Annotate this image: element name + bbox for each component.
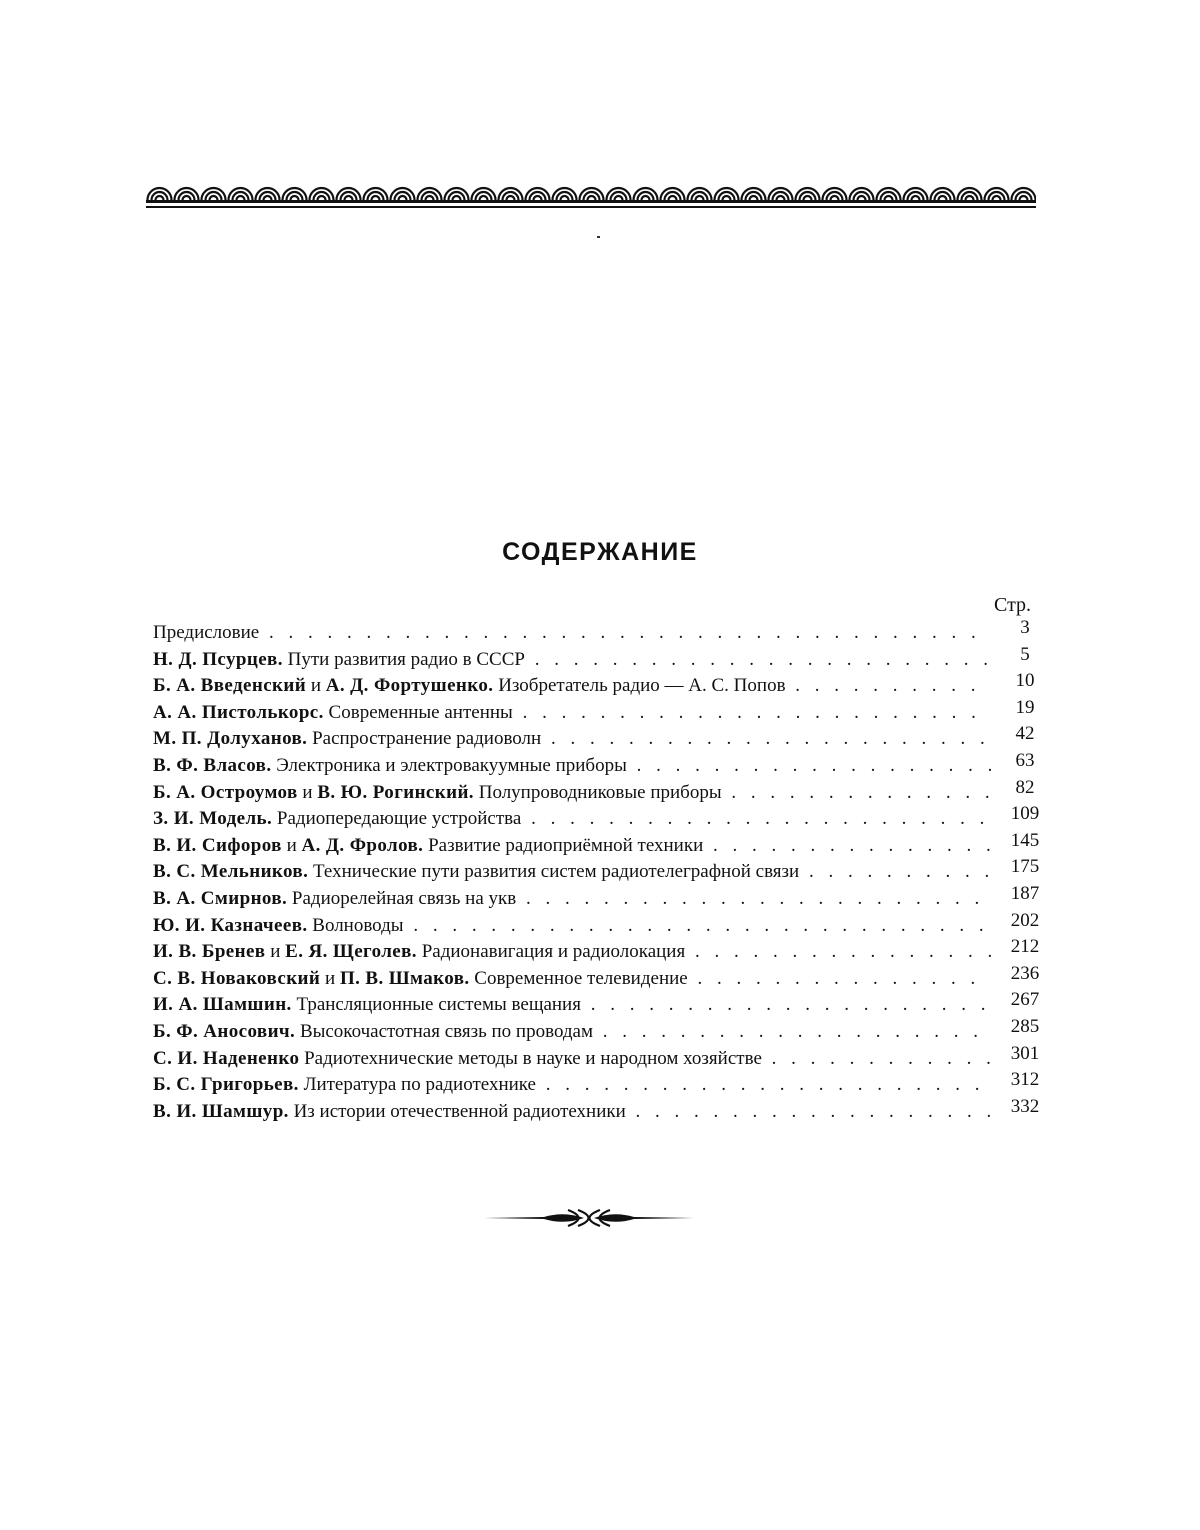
toc-entry [153,1015,1053,1046]
toc-entry [153,1042,1053,1073]
toc-page-number: 10 [1015,670,1035,692]
toc-page-number: 187 [1010,882,1040,904]
toc-title: Пути развития радио в СССР [287,648,525,670]
toc-author-connector: и [270,941,281,963]
toc-title: Волноводы [312,914,404,936]
toc-entry-text [153,1019,991,1046]
toc-coauthor: Е. Я. Щеголев. [285,941,417,963]
page-column-label: Стр. [994,594,1032,616]
toc-author: С. В. Новаковский [153,967,321,989]
toc-title: Радиотехнические методы в науке и народном хозяйстве [304,1047,762,1069]
toc-author: И. В. Бренев [153,941,266,963]
toc-author: С. И. Надененко [153,1047,300,1069]
toc-title: Высокочастотная связь по проводам [299,1020,594,1042]
toc-title: Предисловие [153,622,260,643]
toc-title: Технические пути развития систем радиотелеграфной связи [313,861,800,883]
toc-author-connector: и [310,675,321,697]
toc-entry [153,989,1053,1019]
toc-coauthor: А. Д. Фролов. [301,834,424,856]
toc-page-number: 312 [1010,1069,1040,1091]
toc-entry [153,617,1053,647]
toc-title: Литература по радиотехнике [303,1074,536,1096]
toc-entry [153,856,1053,886]
toc-title: Изобретатель радио — А. С. Попов [498,675,786,697]
toc-entry-text [153,1072,991,1099]
toc-entry [153,776,1053,807]
toc-author: Б. А. Введенский [153,675,307,697]
toc-coauthor: П. В. Шмаков. [339,967,470,989]
toc-title: Трансляционные системы вещания [296,994,581,1016]
toc-title: Радионавигация и радиолокация [421,941,686,963]
toc-title: Развитие радиоприёмной техники [428,834,704,856]
toc-entry-text [153,780,991,807]
decorative-scallop-border [146,176,1036,212]
toc-entry [153,829,1053,860]
toc-entry-text [153,673,991,700]
toc-title: Современное телевидение [474,967,688,989]
toc-entry [153,803,1053,833]
toc-page-number: 202 [1010,909,1040,931]
toc-entry-text [153,726,991,753]
toc-entry-text [153,939,991,966]
contents-heading: СОДЕРЖАНИЕ [502,538,698,566]
toc-entry [153,749,1053,780]
toc-page-number: 332 [1010,1095,1040,1117]
toc-title: Распространение радиоволн [312,728,542,750]
toc-author: В. И. Шамшур. [153,1100,289,1122]
toc-title: Современные антенны [328,701,513,723]
toc-entry-text [153,700,991,727]
toc-page-number: 212 [1010,936,1040,958]
toc-entry [153,882,1053,913]
toc-title: Полупроводниковые приборы [478,781,722,803]
toc-page-number: 5 [1020,643,1030,665]
toc-author: В. Ф. Власов. [153,754,272,776]
toc-page-number: 42 [1015,723,1035,745]
toc-page-number: 19 [1015,696,1035,718]
toc-author: Б. С. Григорьев. [153,1074,299,1096]
toc-page-number: 3 [1020,617,1030,638]
toc-entry [153,909,1053,940]
toc-author: И. А. Шамшин. [153,994,292,1016]
toc-author: Н. Д. Псурцев. [153,648,283,670]
toc-entry-text [153,913,991,940]
toc-title: Электроника и электровакуумные приборы [276,754,627,776]
toc-author: А. А. Пистолькорс. [153,701,324,723]
toc-entry [153,1069,1053,1099]
toc-author: В. А. Смирнов. [153,887,288,909]
table-of-contents [153,617,1053,1125]
toc-entry [153,936,1053,966]
toc-page-number: 145 [1010,829,1040,851]
toc-page-number: 109 [1010,803,1040,825]
toc-entry-text [153,753,991,780]
toc-title: Радиорелейная связь на укв [291,887,517,909]
toc-author: В. С. Мельников. [153,861,309,883]
decorative-divider-flourish [484,1206,694,1230]
toc-entry-text [153,966,991,993]
toc-coauthor: А. Д. Фортушенко. [325,675,494,697]
toc-page-number: 285 [1010,1015,1040,1037]
toc-entry [153,696,1053,727]
toc-author: Ю. И. Казначеев. [153,914,308,936]
toc-author: Б. А. Остроумов [153,781,298,803]
toc-entry [153,643,1053,674]
toc-entry [153,1095,1053,1126]
toc-entry-text [153,992,991,1019]
toc-page-number: 267 [1010,989,1040,1011]
toc-entry [153,723,1053,753]
toc-page-number: 63 [1015,749,1035,771]
toc-title: Из истории отечественной радиотехники [293,1100,626,1122]
toc-entry-text [153,806,991,833]
toc-coauthor: В. Ю. Рогинский. [317,781,474,803]
toc-page-number: 175 [1010,856,1040,878]
toc-entry-text [153,833,991,860]
toc-entry-text [153,620,991,647]
toc-entry-text [153,1046,991,1073]
toc-entry [153,962,1053,993]
print-speck [597,236,600,238]
toc-entry-text [153,859,991,886]
toc-entry-text [153,647,991,674]
toc-entry-text [153,1099,991,1126]
toc-page-number: 236 [1010,962,1040,984]
toc-author: Б. Ф. Аносович. [153,1020,296,1042]
toc-author: В. И. Сифоров [153,834,282,856]
toc-author: М. П. Долуханов. [153,728,308,750]
toc-author-connector: и [325,967,336,989]
toc-author: З. И. Модель. [153,808,273,830]
toc-entry-text [153,886,991,913]
toc-author-connector: и [302,781,313,803]
toc-author-connector: и [286,834,297,856]
toc-page-number: 301 [1010,1042,1040,1064]
toc-entry [153,670,1053,700]
toc-title: Радиопередающие устройства [276,808,522,830]
toc-page-number: 82 [1015,776,1035,798]
